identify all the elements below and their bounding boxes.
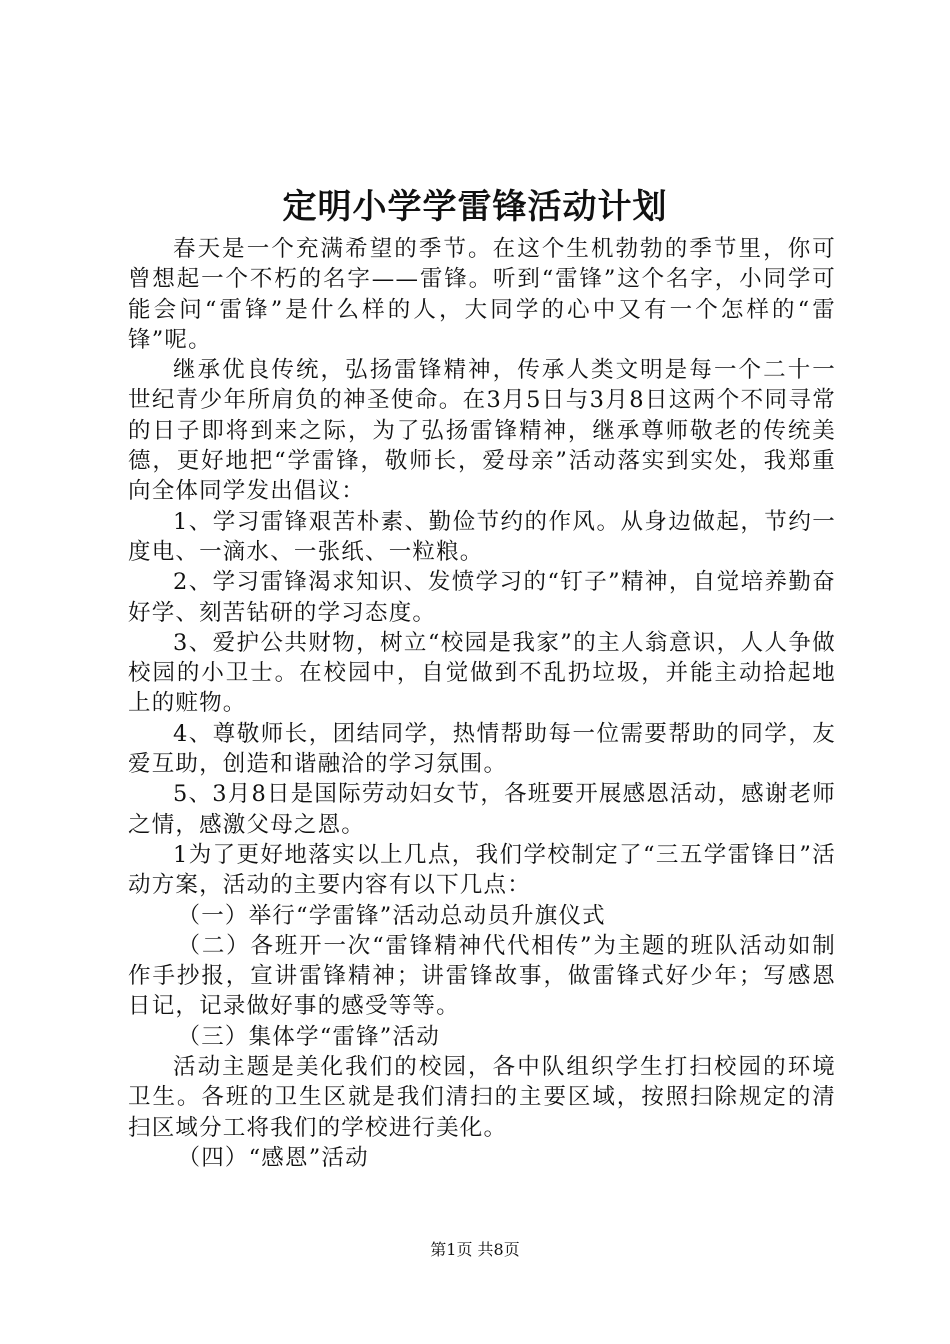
activity-heading-1: （一）举行“学雷锋”活动总动员升旗仪式 [177, 902, 606, 929]
paragraph-intro: 春天是一个充满希望的季节。在这个生机勃勃的季节里，你可曾想起一个不朽的名字——雷锋。听到“雷锋”这个名字，小同学可能会问“雷锋”是什么样的人，大同学的心中又有一个怎样的“雷锋”呢。 [128, 236, 836, 353]
list-item-5: 5、3月8日是国际劳动妇女节，各班要开展感恩活动，感谢老师之情，感激父母之恩。 [128, 781, 836, 838]
page-footer: 第1页 共8页 [430, 1240, 520, 1259]
activity-item-2: （二）各班开一次“雷锋精神代代相传”为主题的班队活动如制作手抄报，宣讲雷锋精神；讲雷锋故事，做雷锋式好少年；写感恩日记，记录做好事的感受等等。 [128, 932, 836, 1020]
activity-heading-3: （三）集体学“雷锋”活动 [177, 1023, 440, 1050]
paragraph-plan: 1为了更好地落实以上几点，我们学校制定了“三五学雷锋日”活动方案，活动的主要内容有以下几点： [128, 841, 836, 899]
paragraph-proposal: 继承优良传统，弘扬雷锋精神，传承人类文明是每一个二十一世纪青少年所肩负的神圣使命。在3月5日与3月8日这两个不同寻常的日子即将到来之际，为了弘扬雷锋精神，继承尊师敬老的传统美德，更好地把“学雷锋，敬师长，爱母亲”活动落实到实处，我郑重向全体同学发出倡议： [128, 357, 836, 505]
list-item-2: 2、学习雷锋渴求知识、发愤学习的“钉子”精神，自觉培养勤奋好学、刻苦钻研的学习态度。 [128, 569, 836, 626]
activity-heading-4: （四）“感恩”活动 [177, 1144, 369, 1171]
list-item-4: 4、尊敬师长，团结同学，热情帮助每一位需要帮助的同学，友爱互助，创造和谐融洽的学习氛围。 [128, 720, 836, 778]
list-item-3: 3、爱护公共财物，树立“校园是我家”的主人翁意识，人人争做校园的小卫士。在校园中，自觉做到不乱扔垃圾，并能主动拾起地上的赃物。 [128, 629, 836, 717]
document-title: 定明小学学雷锋活动计划 [282, 187, 668, 227]
paragraph-activity-theme: 活动主题是美化我们的校园，各中队组织学生打扫校园的环境卫生。各班的卫生区就是我们清扫的主要区域，按照扫除规定的清扫区域分工将我们的学校进行美化。 [128, 1054, 836, 1141]
list-item-1: 1、学习雷锋艰苦朴素、勤俭节约的作风。从身边做起，节约一度电、一滴水、一张纸、一粒粮。 [128, 508, 836, 565]
document-body [128, 234, 836, 1173]
